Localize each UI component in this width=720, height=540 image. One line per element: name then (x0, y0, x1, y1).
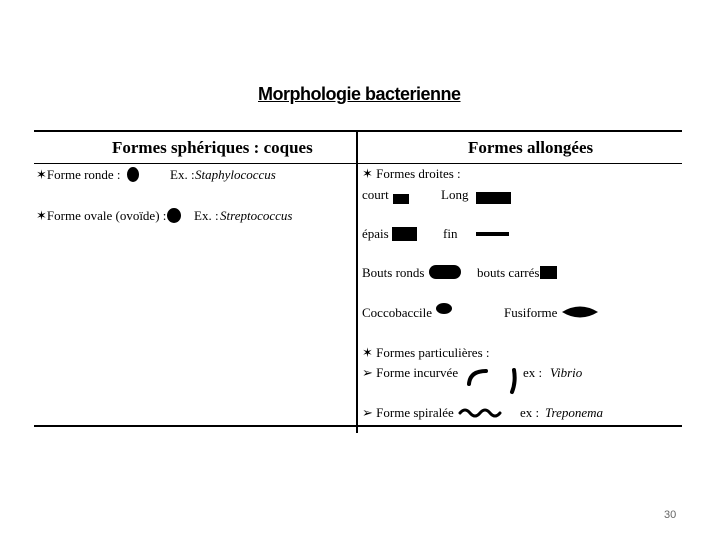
round-coccus-shape (127, 167, 139, 182)
coccobacille-label: Coccobaccile (362, 305, 433, 320)
round-form-label: ✶Forme ronde : (36, 167, 121, 182)
round-example: Staphylococcus (195, 167, 276, 182)
round-example-prefix: Ex. : (170, 167, 195, 182)
long-rod-shape (476, 192, 511, 204)
thick-rod-shape (392, 227, 417, 241)
curved-example-prefix: ex : (523, 365, 543, 380)
particular-forms-heading: ✶ Formes particulières : (362, 345, 490, 360)
curved-shapes (466, 366, 522, 396)
slide-title: Morphologie bacterienne (258, 84, 461, 104)
column-divider (356, 132, 358, 433)
short-label: court (362, 187, 389, 202)
oval-form-label: ✶Forme ovale (ovoïde) : (36, 208, 167, 223)
left-column-header: Formes sphériques : coques (112, 138, 313, 157)
round-ends-label: Bouts ronds (362, 265, 425, 280)
oval-coccus-shape (167, 208, 181, 223)
spiral-example: Treponema (545, 405, 604, 420)
right-column-header: Formes allongées (468, 138, 594, 157)
thin-label: fin (443, 226, 458, 241)
short-rod-shape (393, 194, 409, 204)
fusiform-shape (561, 304, 599, 320)
oval-example-prefix: Ex. : (194, 208, 219, 223)
morphology-table (34, 130, 682, 427)
coccobacille-shape (436, 303, 452, 314)
long-label: Long (441, 187, 469, 202)
curved-example: Vibrio (550, 365, 583, 380)
square-ends-rod-shape (540, 266, 557, 279)
curved-form-label: ➢ Forme incurvée (362, 365, 459, 380)
header-divider (34, 163, 682, 164)
spiral-shape (458, 406, 504, 420)
thin-rod-shape (476, 232, 509, 236)
straight-forms-heading: ✶ Formes droites : (362, 166, 461, 181)
spiral-form-label: ➢ Forme spiralée (362, 405, 454, 420)
thick-label: épais (362, 226, 389, 241)
fusiform-label: Fusiforme (504, 305, 558, 320)
oval-example: Streptococcus (220, 208, 293, 223)
square-ends-label: bouts carrés (477, 265, 540, 280)
spiral-example-prefix: ex : (520, 405, 540, 420)
page-number: 30 (664, 509, 677, 521)
round-ends-rod-shape (429, 265, 461, 279)
